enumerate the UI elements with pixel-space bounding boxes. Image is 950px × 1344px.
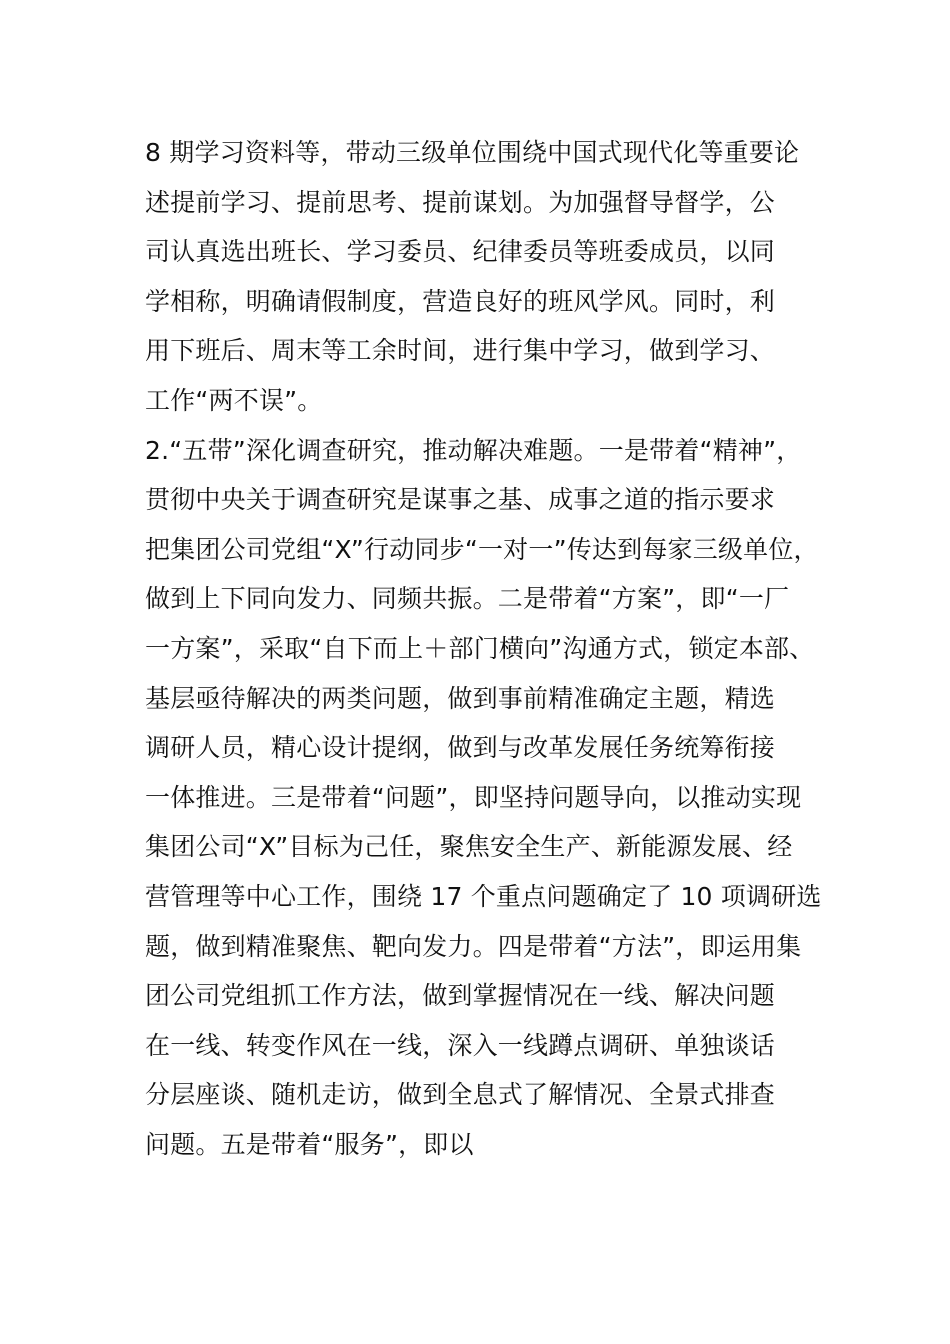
text-line: 调研人员，精心设计提纲，做到与改革发展任务统筹衔接: [145, 733, 776, 763]
text-line: 团公司党组抓工作方法，做到掌握情况在一线、解决问题: [145, 981, 776, 1011]
text-line: 集团公司“X”目标为己任，聚焦安全生产、新能源发展、经: [145, 832, 793, 862]
text-line: 问题。五是带着“服务”，即以: [145, 1129, 474, 1159]
text-line: 一体推进。三是带着“问题”，即坚持问题导向，以推动实现: [145, 782, 802, 812]
body-text: [145, 128, 845, 1169]
text-line: 营管理等中心工作，围绕 17 个重点问题确定了 10 项调研选: [145, 881, 822, 911]
text-line: 题，做到精准聚焦、靶向发力。四是带着“方法”，即运用集: [145, 931, 802, 961]
text-line: 用下班后、周末等工余时间，进行集中学习，做到学习、: [145, 336, 776, 366]
text-line: 在一线、转变作风在一线，深入一线蹲点调研、单独谈话: [145, 1030, 776, 1060]
text-line: 学相称，明确请假制度，营造良好的班风学风。同时，利: [145, 286, 776, 316]
section-heading-line: 2.“五带”深化调查研究，推动解决难题。一是带着“精神”，: [145, 435, 802, 465]
text-line: 述提前学习、提前思考、提前谋划。为加强督导督学，公: [145, 187, 776, 217]
text-line: 一方案”，采取“自下而上＋部门横向”沟通方式，锁定本部、: [145, 633, 815, 663]
text-line: 工作“两不误”。: [145, 385, 323, 415]
text-line: 8 期学习资料等，带动三级单位围绕中国式现代化等重要论: [145, 138, 800, 167]
text-line: 基层亟待解决的两类问题，做到事前精准确定主题，精选: [145, 683, 776, 713]
text-line: 把集团公司党组“X”行动同步“一对一”传达到每家三级单位，: [145, 534, 819, 564]
text-line: 贯彻中央关于调查研究是谋事之基、成事之道的指示要求: [145, 485, 776, 515]
text-line: 做到上下同向发力、同频共振。二是带着“方案”，即“一厂: [145, 584, 790, 614]
text-line: 分层座谈、随机走访，做到全息式了解情况、全景式排查: [145, 1080, 776, 1110]
text-line: 司认真选出班长、学习委员、纪律委员等班委成员，以同: [145, 237, 776, 267]
